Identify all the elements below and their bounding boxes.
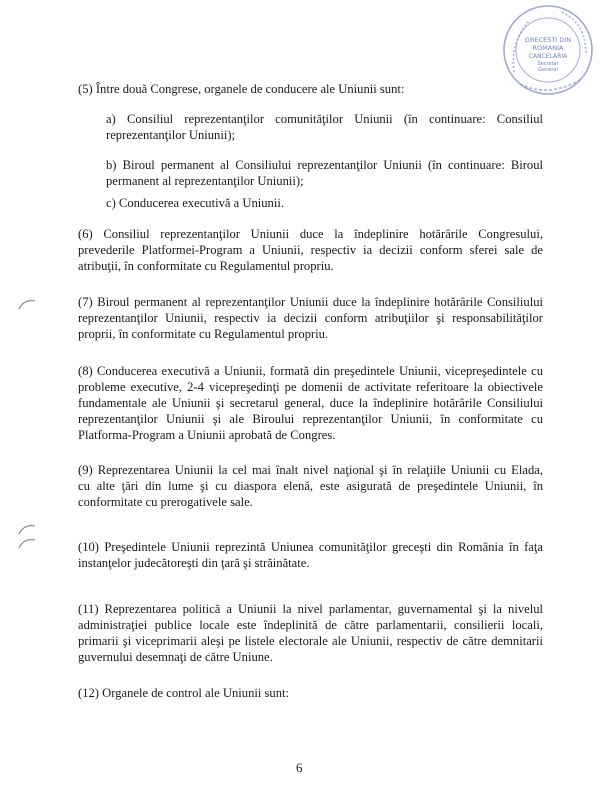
text-line: c) Conducerea executivă a Uniunii.	[106, 196, 284, 210]
text-line: (7) Biroul permanent al reprezentanţilor Uniunii duce la îndeplinire hotărârile Consiliului	[78, 295, 543, 309]
text-line: (6) Consiliul reprezentanţilor Uniunii duce la îndeplinire hotărârile Congresului,	[78, 227, 543, 241]
text-line: Platforma-Program a Uniunii aprobată de Congres.	[78, 428, 336, 442]
margin-arc-mark	[18, 523, 36, 535]
paragraph-11	[78, 601, 543, 665]
margin-arc-mark	[18, 298, 36, 310]
page-number: 6	[296, 760, 303, 775]
text-line: fundamentale ale Uniunii şi secretarul general, duce la îndeplinire hotărârile Consiliului	[78, 396, 543, 410]
text-line: cu alte ţări din lume şi cu diaspora elenă, este asigurată de preşedintele Uniunii, în	[78, 479, 543, 493]
text-line: reprezentanţilor Uniunii şi ale Biroului reprezentanţilor Uniunii, în conformitate cu	[78, 412, 543, 426]
paragraph-5a	[106, 111, 543, 143]
text-line: reprezentanţilor Uniunii, respectiv ia decizii conform atribuţiilor şi responsabilităţilor	[78, 311, 543, 325]
text-line: permanent al reprezentanţilor Uniunii);	[106, 174, 304, 188]
paragraph-9	[78, 462, 543, 510]
text-line: atribuţii, în conformitate cu Regulamentul propriu.	[78, 259, 334, 273]
paragraph-5	[78, 81, 518, 97]
paragraph-8	[78, 363, 543, 443]
paragraph-12	[78, 685, 543, 701]
paragraph-7	[78, 294, 543, 342]
text-line: administraţiei publice locale este îndeplinită de către parlamentarii, consilierii locali,	[78, 618, 543, 632]
stamp-text-line: CANCELARIA	[528, 53, 568, 60]
text-line: b) Biroul permanent al Consiliului reprezentanţilor Uniunii (în continuare: Biroul	[106, 158, 543, 172]
text-line: primarii şi viceprimarii aleşi pe listele electorale ale Uniunii, respectiv de către demnitarii	[78, 634, 543, 648]
paragraph-6	[78, 226, 543, 274]
text-line: probleme executive, 2-4 vicepreşedinţi pe domenii de activitate referitoare la obiectivele	[78, 380, 543, 394]
text-line: guvernului desemnaţi de către Uniune.	[78, 650, 273, 664]
text-line: (8) Conducerea executivă a Uniunii, formată din preşedintele Uniunii, vicepreşedintele cu	[78, 364, 543, 378]
paragraph-5b	[106, 157, 543, 189]
stamp-text-line: Secretar	[537, 61, 559, 67]
text-line: prevederile Platformei-Program a Uniunii, respectiv ia decizii conform sferei sale de	[78, 243, 543, 257]
margin-arc-mark	[18, 537, 36, 549]
text-line: (9) Reprezentarea Uniunii la cel mai înalt nivel naţional şi în relaţiile Uniunii cu Elada,	[78, 463, 543, 477]
paragraph-10	[78, 539, 543, 571]
text-line: instanţelor judecătoreşti din ţară şi străinătate.	[78, 556, 310, 570]
text-line: (5) Între două Congrese, organele de conducere ale Uniunii sunt:	[78, 82, 405, 96]
text-line: (11) Reprezentarea politică a Uniunii la nivel parlamentar, guvernamental şi la nivelul	[78, 602, 543, 616]
stamp-text-line: ROMANIA	[532, 44, 564, 52]
paragraph-5c	[106, 195, 543, 211]
stamp-text-line: GRECESTI DIN	[524, 36, 572, 44]
text-line: a) Consiliul reprezentanţilor comunităţilor Uniunii (în continuare: Consiliul	[106, 112, 543, 126]
text-line: (12) Organele de control ale Uniunii sunt:	[78, 686, 290, 700]
text-line: conformitate cu prerogativele sale.	[78, 495, 253, 509]
text-line: reprezentanţilor Uniunii);	[106, 128, 236, 142]
text-line: proprii, în conformitate cu Regulamentul propriu.	[78, 327, 329, 341]
text-line: (10) Preşedintele Uniunii reprezintă Uniunea comunităţilor greceşti din România în faţa	[78, 540, 543, 554]
stamp-text-line: General	[538, 67, 558, 73]
